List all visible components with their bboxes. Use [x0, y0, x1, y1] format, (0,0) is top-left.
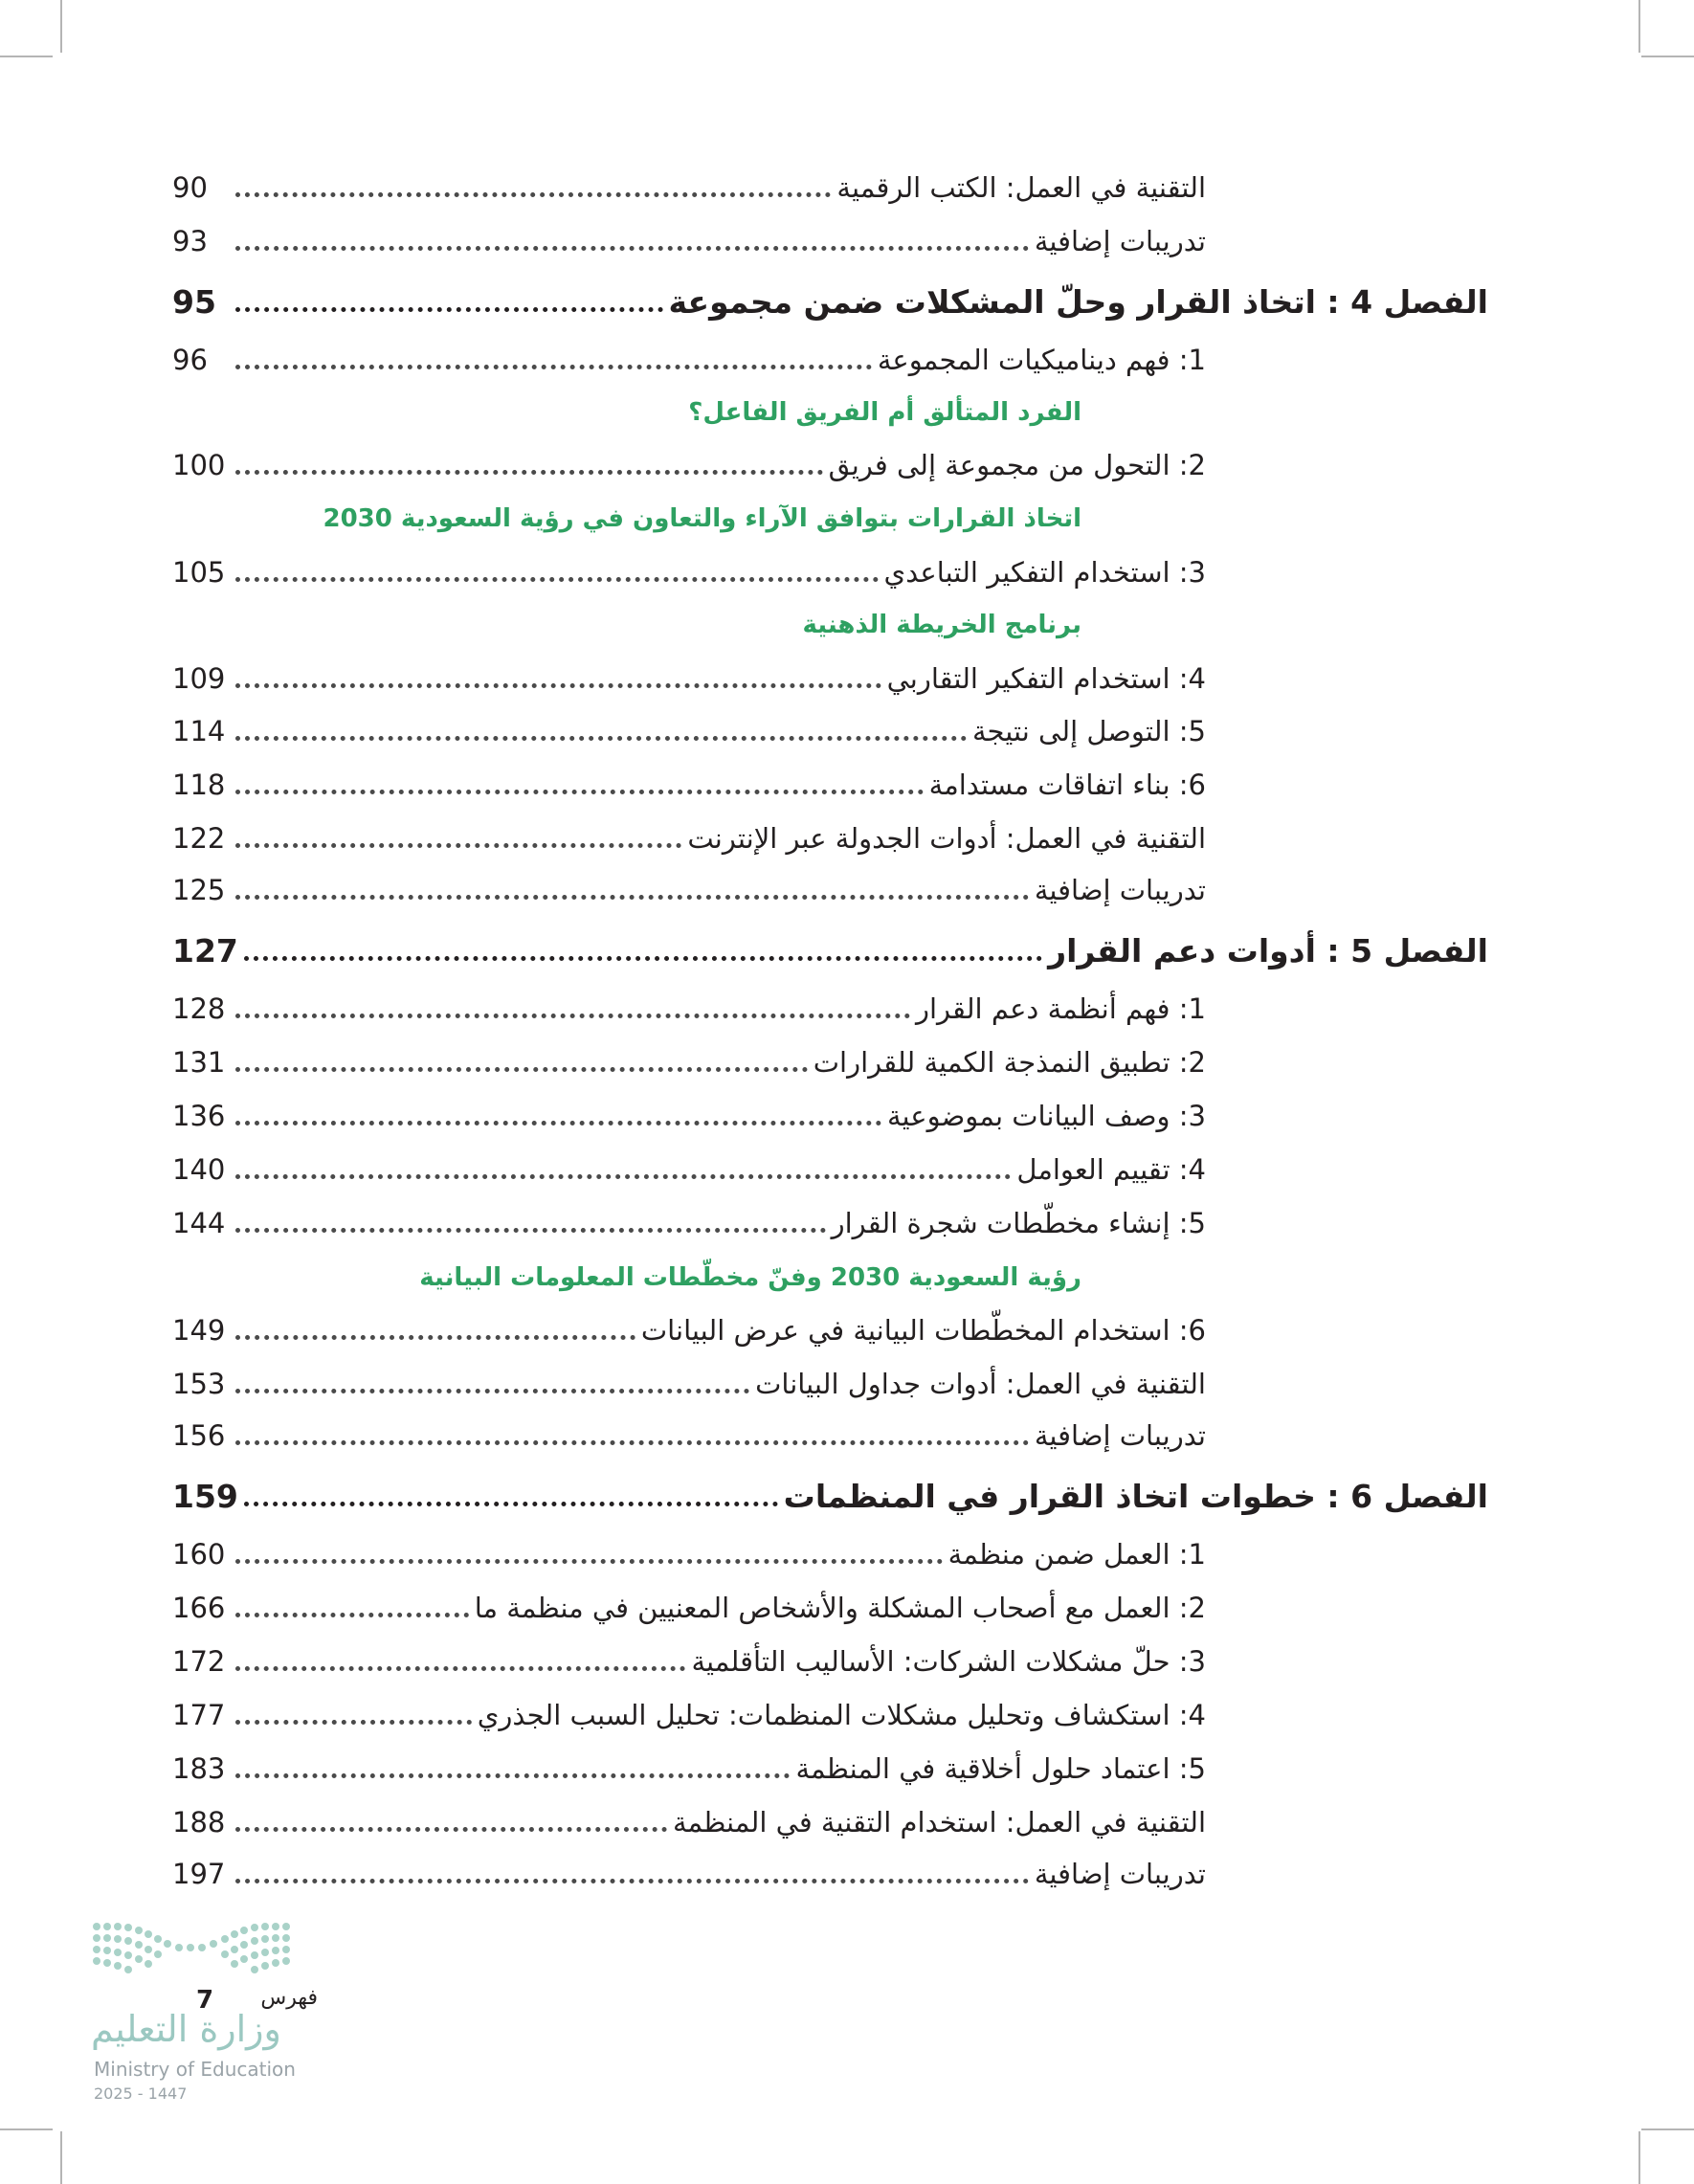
toc-row — [172, 165, 1206, 207]
toc-row — [172, 708, 1206, 750]
leader-dots — [235, 683, 881, 688]
toc-page: 128 — [172, 992, 226, 1025]
toc-row — [172, 1093, 1206, 1135]
toc-label: 3: وصف البيانات بموضوعية — [887, 1100, 1206, 1132]
chapter-label: الفصل 6 : خطوات اتخاذ القرار في المنظمات — [783, 1478, 1488, 1515]
toc-label: 3: حلّ مشكلات الشركات: الأساليب التأقلمية — [691, 1645, 1206, 1678]
leader-dots — [235, 895, 1029, 900]
feature-heading: برنامج الخريطة الذهنية — [802, 611, 1081, 639]
leader-dots — [235, 736, 967, 741]
crop-mark — [0, 2128, 53, 2130]
toc-page: 122 — [172, 822, 226, 855]
toc-label: 1: العمل ضمن منظمة — [947, 1538, 1206, 1571]
toc-row — [172, 1413, 1206, 1455]
toc-label: 4: تقييم العوامل — [1016, 1153, 1206, 1186]
toc-page: 114 — [172, 715, 226, 747]
leader-dots — [235, 1827, 667, 1832]
toc-row — [172, 867, 1206, 909]
ministry-logo-icon — [91, 1919, 311, 1986]
toc-label: 2: التحول من مجموعة إلى فريق — [828, 449, 1206, 481]
toc-row — [172, 986, 1206, 1028]
crop-mark — [0, 56, 53, 57]
leader-dots — [235, 1440, 1029, 1445]
leader-dots — [235, 246, 1029, 251]
toc-label: تدريبات إضافية — [1034, 225, 1206, 257]
leader-dots — [235, 1559, 943, 1564]
toc-page: 144 — [172, 1207, 226, 1239]
toc-row — [172, 1307, 1206, 1349]
leader-dots — [235, 1335, 635, 1340]
toc-page: 127 — [172, 932, 238, 969]
leader-dots — [235, 1121, 881, 1125]
toc-row — [172, 1361, 1206, 1403]
leader-dots — [235, 1014, 910, 1018]
toc-page: 90 — [172, 171, 208, 204]
leader-dots — [235, 470, 823, 475]
leader-dots — [235, 1720, 472, 1725]
toc-row — [172, 815, 1206, 858]
leader-dots — [235, 1666, 685, 1671]
toc-label: 2: تطبيق النمذجة الكمية للقرارات — [813, 1046, 1206, 1079]
leader-dots — [235, 1228, 826, 1233]
leader-dots — [235, 1773, 790, 1778]
toc-page: 153 — [172, 1368, 226, 1400]
leader-dots — [235, 307, 663, 312]
toc-page: 125 — [172, 874, 226, 906]
feature-heading: اتخاذ القرارات بتوافق الآراء والتعاون في رؤية السعودية 2030 — [323, 504, 1081, 533]
toc-label: 4: استكشاف وتحليل مشكلات المنظمات: تحليل السبب الجذري — [477, 1699, 1206, 1731]
toc-row — [172, 1200, 1206, 1242]
ministry-name-ar: وزارة التعليم — [91, 2008, 281, 2050]
toc-page: 177 — [172, 1699, 226, 1731]
crop-mark — [1641, 2128, 1694, 2130]
toc-page: 166 — [172, 1592, 226, 1624]
toc-row — [172, 1531, 1206, 1573]
toc-label: 5: اعتماد حلول أخلاقية في المنظمة — [795, 1752, 1206, 1785]
toc-label: 2: العمل مع أصحاب المشكلة والأشخاص المعنيين في منظمة ما — [474, 1592, 1206, 1624]
toc-row — [172, 1799, 1206, 1841]
toc-page: 172 — [172, 1645, 226, 1678]
feature-heading: رؤية السعودية 2030 وفنّ مخطّطات المعلومات البيانية — [419, 1263, 1081, 1292]
toc-row — [172, 1692, 1206, 1734]
toc-page: 105 — [172, 556, 226, 589]
toc-page: 93 — [172, 225, 208, 257]
toc-label: 6: بناء اتفاقات مستدامة — [928, 769, 1206, 801]
toc-row — [172, 1851, 1206, 1893]
toc-page: 109 — [172, 662, 226, 695]
toc-row — [172, 1147, 1206, 1189]
toc-label: التقنية في العمل: أدوات جداول البيانات — [755, 1368, 1206, 1400]
leader-dots — [235, 577, 879, 582]
toc-label: التقنية في العمل: الكتب الرقمية — [836, 171, 1206, 204]
toc-label: 5: التوصل إلى نتيجة — [972, 715, 1206, 747]
section-label: فهرس — [260, 1986, 318, 2010]
toc-page: 188 — [172, 1806, 226, 1839]
leader-dots — [235, 365, 872, 369]
toc-label: تدريبات إضافية — [1034, 874, 1206, 906]
crop-mark — [60, 0, 62, 53]
toc-label: 1: فهم ديناميكيات المجموعة — [877, 344, 1206, 376]
crop-mark — [1641, 56, 1694, 57]
edition-year: 2025 - 1447 — [94, 2084, 188, 2103]
toc-chapter-row — [172, 279, 1488, 322]
toc-label: تدريبات إضافية — [1034, 1858, 1206, 1890]
toc-page: 183 — [172, 1752, 226, 1785]
toc-label: 4: استخدام التفكير التقاربي — [886, 662, 1206, 695]
toc-row — [172, 549, 1206, 591]
leader-dots — [244, 1502, 778, 1506]
toc-row — [172, 337, 1206, 379]
toc-label: 1: فهم أنظمة دعم القرار — [915, 992, 1206, 1025]
toc-row — [172, 1039, 1206, 1081]
toc-page: 140 — [172, 1153, 226, 1186]
toc-row — [172, 1746, 1206, 1788]
toc-page: 149 — [172, 1314, 226, 1347]
toc-row — [172, 1585, 1206, 1627]
toc-row — [172, 442, 1206, 484]
chapter-label: الفصل 5 : أدوات دعم القرار — [1048, 932, 1488, 969]
toc-page: 159 — [172, 1478, 238, 1515]
leader-dots — [235, 1879, 1029, 1883]
toc-page: 136 — [172, 1100, 226, 1132]
toc-page: 131 — [172, 1046, 226, 1079]
toc-page: 100 — [172, 449, 226, 481]
toc-chapter-row — [172, 928, 1488, 970]
leader-dots — [235, 1613, 469, 1617]
chapter-label: الفصل 4 : اتخاذ القرار وحلّ المشكلات ضمن مجموعة — [668, 283, 1488, 321]
toc-page: 118 — [172, 769, 226, 801]
toc-page: 96 — [172, 344, 208, 376]
toc-label: 5: إنشاء مخطّطات شجرة القرار — [831, 1207, 1206, 1239]
leader-dots — [235, 843, 681, 848]
leader-dots — [235, 1067, 808, 1072]
page-number: 7 — [196, 1986, 214, 2015]
ministry-name-en: Ministry of Education — [94, 2058, 296, 2081]
leader-dots — [235, 1389, 749, 1393]
toc-page: 197 — [172, 1858, 226, 1890]
leader-dots — [235, 790, 924, 794]
toc-page: 156 — [172, 1419, 226, 1452]
toc-row — [172, 1638, 1206, 1681]
toc-label: التقنية في العمل: أدوات الجدولة عبر الإنترنت — [687, 822, 1206, 855]
crop-mark — [1638, 0, 1640, 53]
toc-label: 6: استخدام المخطّطات البيانية في عرض البيانات — [640, 1314, 1206, 1347]
toc-page: 160 — [172, 1538, 226, 1571]
crop-mark — [1638, 2131, 1640, 2184]
leader-dots — [235, 192, 831, 197]
crop-mark — [60, 2131, 62, 2184]
toc-label: التقنية في العمل: استخدام التقنية في المنظمة — [672, 1806, 1206, 1839]
toc-label: تدريبات إضافية — [1034, 1419, 1206, 1452]
feature-heading: الفرد المتألق أم الفريق الفاعل؟ — [688, 398, 1081, 427]
toc-chapter-row — [172, 1474, 1488, 1516]
toc-label: 3: استخدام التفكير التباعدي — [883, 556, 1206, 589]
toc-page: 95 — [172, 283, 216, 321]
leader-dots — [244, 956, 1042, 961]
toc-row — [172, 656, 1206, 698]
toc-row — [172, 762, 1206, 804]
toc-row — [172, 218, 1206, 260]
leader-dots — [235, 1174, 1011, 1179]
